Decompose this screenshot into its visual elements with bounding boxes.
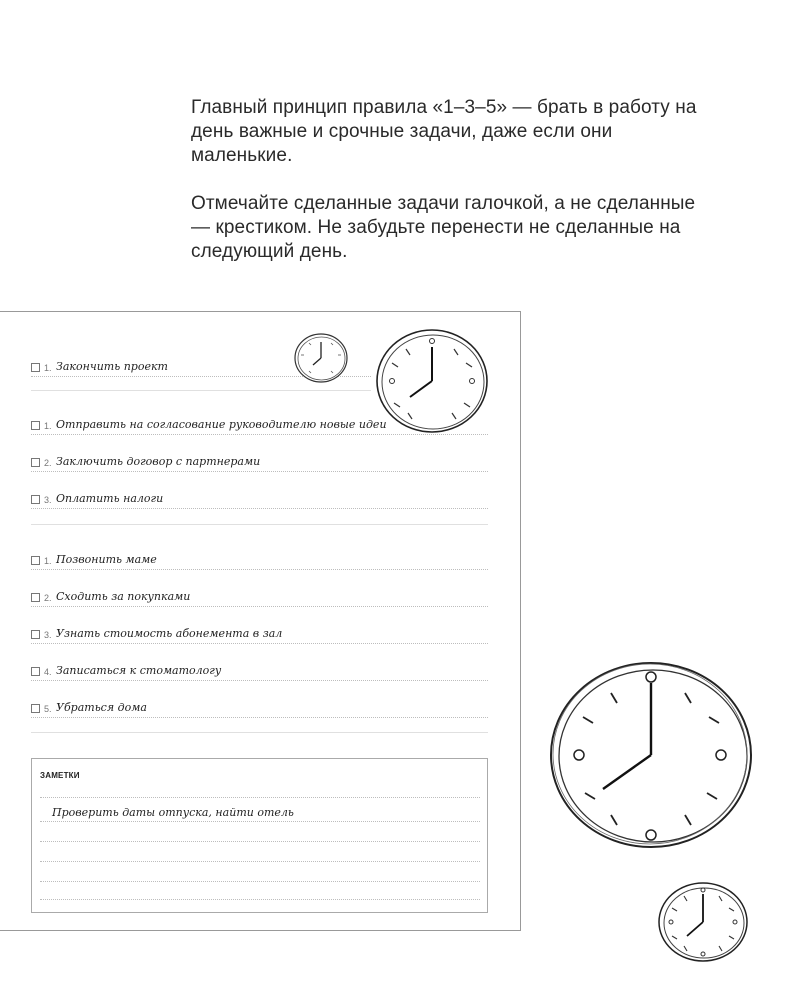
- task-checkbox[interactable]: [31, 458, 40, 467]
- line-divider: [40, 899, 480, 900]
- task-text: Отправить на согласование руководителю новые идеи: [56, 418, 387, 431]
- intro-paragraph-1: Главный принцип правила «1–3–5» — брать в работу на день важные и срочные задачи, даже если они маленькие.: [191, 97, 697, 166]
- note-entry: Проверить даты отпуска, найти отель: [52, 806, 294, 819]
- task-text: Заключить договор с партнерами: [56, 455, 261, 468]
- clock-icon-large: [548, 660, 754, 850]
- intro-text: [191, 96, 711, 288]
- task-text: Оплатить налоги: [56, 492, 164, 505]
- line-divider: [31, 390, 371, 391]
- task-number: 3.: [44, 630, 52, 640]
- task-number: 1.: [44, 363, 52, 373]
- task-number: 3.: [44, 495, 52, 505]
- task-row-small-1[interactable]: [31, 547, 157, 569]
- line-divider: [31, 471, 488, 472]
- task-row-medium-2[interactable]: [31, 449, 260, 471]
- task-row-small-4[interactable]: [31, 658, 221, 680]
- line-divider: [40, 861, 480, 862]
- clock-icon-small: [293, 332, 349, 384]
- task-text: Закончить проект: [56, 360, 168, 373]
- line-divider: [31, 508, 488, 509]
- task-checkbox[interactable]: [31, 704, 40, 713]
- task-row-small-2[interactable]: [31, 584, 190, 606]
- task-checkbox[interactable]: [31, 363, 40, 372]
- line-divider: [40, 881, 480, 882]
- task-number: 2.: [44, 458, 52, 468]
- task-text: Записаться к стоматологу: [56, 664, 222, 677]
- line-divider: [31, 643, 488, 644]
- task-number: 2.: [44, 593, 52, 603]
- line-divider: [31, 606, 488, 607]
- task-text: Узнать стоимость абонемента в зал: [56, 627, 283, 640]
- line-divider: [31, 524, 488, 525]
- intro-paragraph-2: Отмечайте сделанные задачи галочкой, а не сделанные — крестиком. Не забудьте перенести не сделанные на следующий день.: [191, 193, 696, 262]
- clock-icon-medium: [373, 326, 491, 436]
- task-checkbox[interactable]: [31, 556, 40, 565]
- line-divider: [31, 717, 488, 718]
- task-checkbox[interactable]: [31, 495, 40, 504]
- clock-icon-bottom: [655, 880, 751, 964]
- task-text: Позвонить маме: [56, 553, 157, 566]
- line-divider: [31, 680, 488, 681]
- task-checkbox[interactable]: [31, 630, 40, 639]
- line-divider: [31, 732, 488, 733]
- task-row-medium-1[interactable]: [31, 412, 387, 434]
- task-number: 1.: [44, 421, 52, 431]
- task-row-small-5[interactable]: [31, 695, 147, 717]
- task-text: Сходить за покупками: [56, 590, 191, 603]
- line-divider: [40, 797, 480, 798]
- task-number: 5.: [44, 704, 52, 714]
- task-row-medium-3[interactable]: [31, 486, 163, 508]
- task-text: Убраться дома: [56, 701, 147, 714]
- task-row-small-3[interactable]: [31, 621, 282, 643]
- task-checkbox[interactable]: [31, 421, 40, 430]
- line-divider: [31, 569, 488, 570]
- task-checkbox[interactable]: [31, 593, 40, 602]
- planner-sheet: [0, 311, 521, 931]
- task-number: 1.: [44, 556, 52, 566]
- line-divider: [40, 821, 480, 822]
- line-divider: [40, 841, 480, 842]
- task-number: 4.: [44, 667, 52, 677]
- notes-title: ЗАМЕТКИ: [40, 771, 80, 780]
- notes-box[interactable]: [31, 758, 488, 913]
- task-row-big[interactable]: [31, 354, 168, 376]
- task-checkbox[interactable]: [31, 667, 40, 676]
